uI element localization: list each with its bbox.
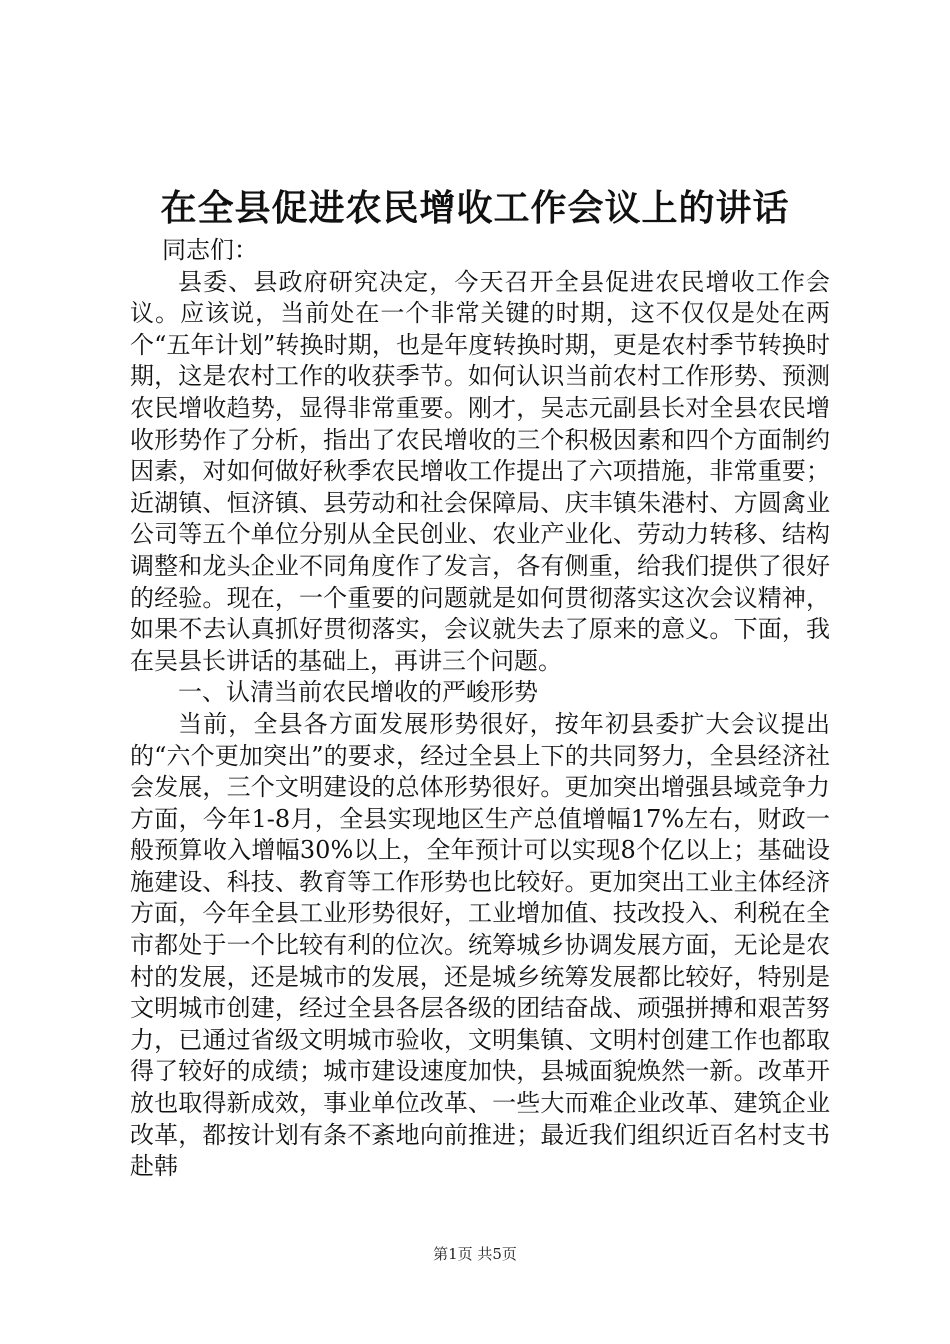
paragraph-situation: 当前，全县各方面发展形势很好，按年初县委扩大会议提出的“六个更加突出”的要求，经过全县上下的共同努力，全县经济社会发展，三个文明建设的总体形势很好。更加突出增强县域竞争力方面，今年1-8月，全县实现地区生产总值增幅17%左右，财政一般预算收入增幅30%以上，全年预计可以实现8个亿以上；基础设施建设、科技、教育等工作形势也比较好。更加突出工业主体经济方面，今年全县工业形势很好，工业增加值、技改投入、利税在全市都处于一个比较有利的位次。统筹城乡协调发展方面，无论是农村的发展，还是城市的发展，还是城乡统筹发展都比较好，特别是文明城市创建，经过全县各层各级的团结奋战、顽强拼搏和艰苦努力，已通过省级文明城市验收，文明集镇、文明村创建工作也都取得了较好的成绩；城市建设速度加快，县城面貌焕然一新。改革开放也取得新成效，事业单位改革、一些大而难企业改革、建筑企业改革，都按计划有条不紊地向前推进；最近我们组织近百名村支书赴韩	[130, 709, 830, 1181]
document-title: 在全县促进农民增收工作会议上的讲话	[160, 188, 790, 229]
paragraph-intro: 县委、县政府研究决定，今天召开全县促进农民增收工作会议。应该说，当前处在一个非常关键的时期，这不仅仅是处在两个“五年计划”转换时期，也是年度转换时期，更是农村季节转换时期，这是农村工作的收获季节。如何认识当前农村工作形势、预测农民增收趋势，显得非常重要。刚才，吴志元副县长对全县农民增收形势作了分析，指出了农民增收的三个积极因素和四个方面制约因素，对如何做好秋季农民增收工作提出了六项措施，非常重要；近湖镇、恒济镇、县劳动和社会保障局、庆丰镇朱港村、方圆禽业公司等五个单位分别从全民创业、农业产业化、劳动力转移、结构调整和龙头企业不同角度作了发言，各有侧重，给我们提供了很好的经验。现在，一个重要的问题就是如何贯彻落实这次会议精神，如果不去认真抓好贯彻落实，会议就失去了原来的意义。下面，我在吴县长讲话的基础上，再讲三个问题。	[130, 267, 830, 675]
page-number-footer: 第1页 共5页	[433, 1245, 517, 1263]
salutation: 同志们：	[162, 236, 258, 264]
section-heading-1: 一、认清当前农民增收的严峻形势	[178, 678, 538, 707]
document-body	[130, 235, 830, 1183]
